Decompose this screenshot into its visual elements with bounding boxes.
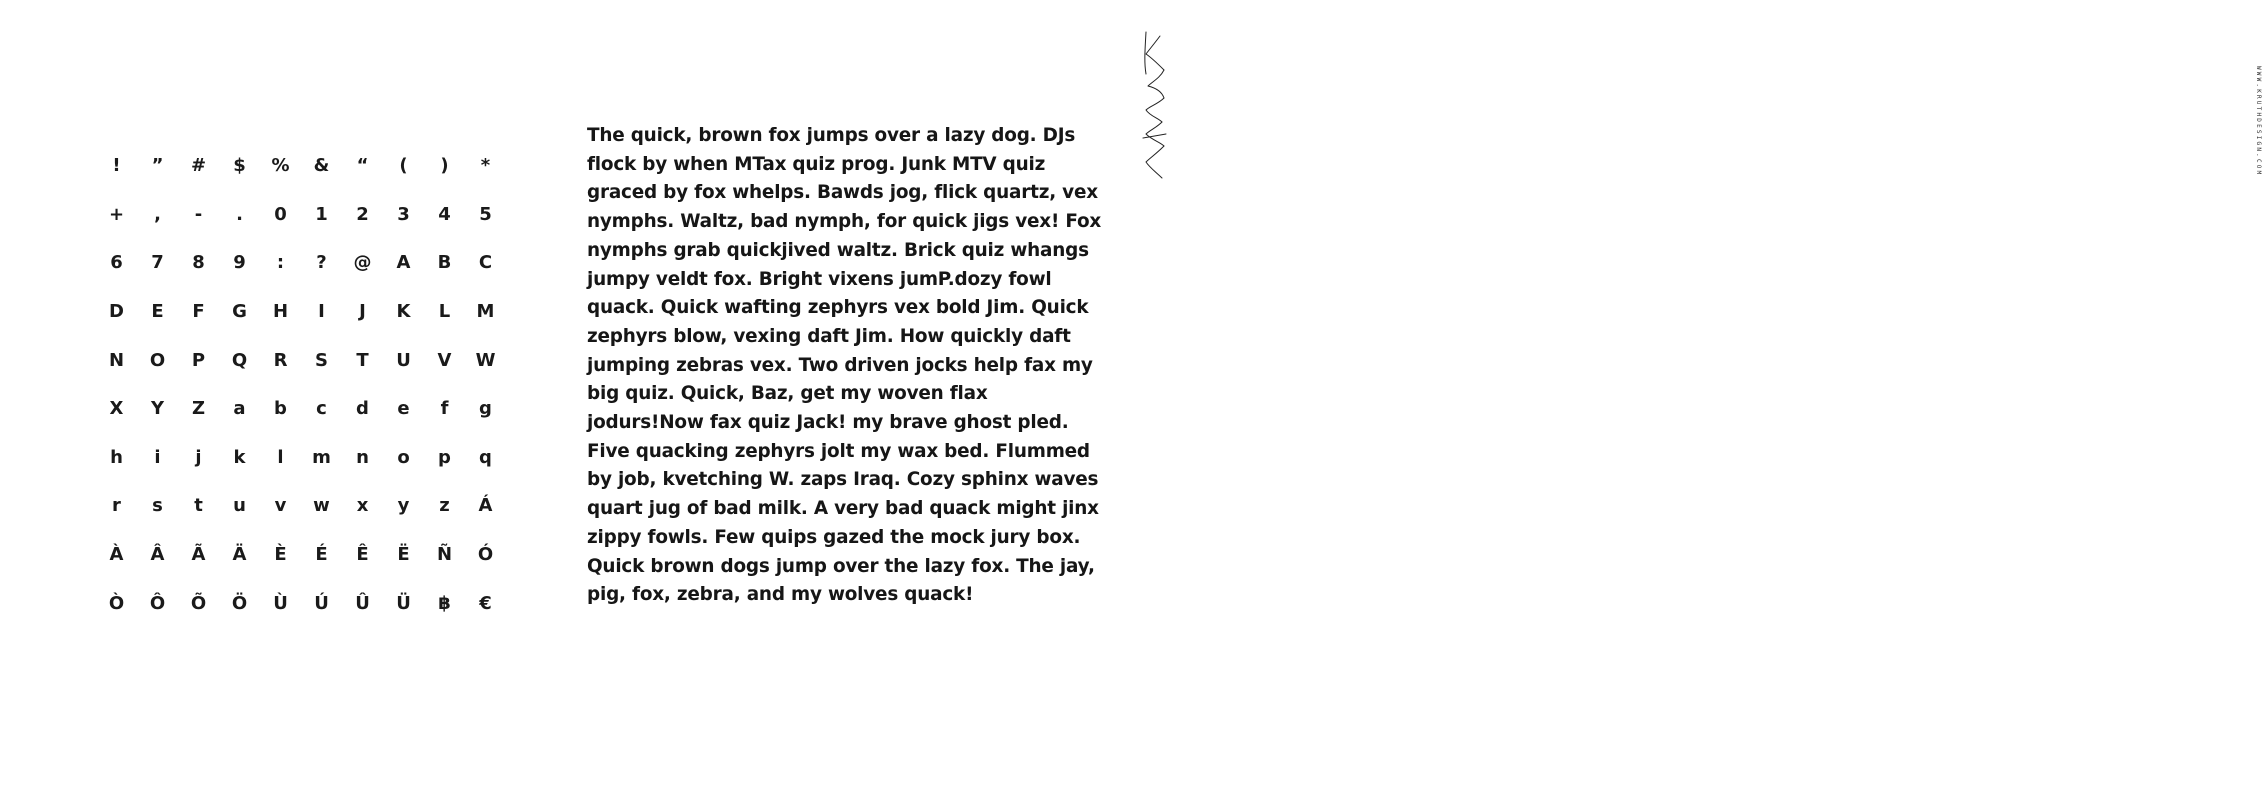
glyph-cell: Ô bbox=[149, 592, 166, 614]
glyph-cell: “ bbox=[356, 155, 369, 177]
glyph-cell: d bbox=[356, 398, 369, 420]
glyph-cell: L bbox=[438, 301, 451, 323]
glyph-cell: c bbox=[316, 398, 327, 420]
glyph-cell: Ä bbox=[232, 544, 247, 566]
glyph-cell: u bbox=[233, 495, 246, 517]
glyph-cell: Ö bbox=[231, 592, 248, 614]
glyph-cell: J bbox=[359, 301, 366, 323]
glyph-cell: Â bbox=[150, 544, 165, 566]
glyph-cell: 2 bbox=[356, 203, 369, 225]
glyph-cell: . bbox=[236, 203, 243, 225]
glyph-cell: p bbox=[438, 446, 451, 468]
glyph-cell: P bbox=[191, 349, 206, 371]
glyph-cell: o bbox=[397, 446, 410, 468]
pangram-text: The quick, brown fox jumps over a lazy dog. DJs flock by when MTax quiz prog. Junk MTV quiz graced by fox whelps. Bawds jog, flick quartz, vex nymphs. Waltz, bad nymph, for quick jigs vex! Fox nymphs grab quickjived waltz. Brick quiz whangs jumpy veldt fox. Bright vixens jumP.dozy fowl quack. Quick wafting zephyrs vex bold Jim. Quick zephyrs blow, vexing daft Jim. How quickly daft jumping zebras vex. Two driven jocks help fax my big quiz. Quick, Baz, get my woven flax jodurs!Now fax quiz Jack! my brave ghost pled. Five quacking zephyrs jolt my wax bed. Flummed by job, kvetching W. zaps Iraq. Cozy sphinx waves quart jug of bad milk. A very bad quack might jinx zippy fowls. Few quips gazed the mock jury box. Quick brown dogs jump over the lazy fox. The jay, pig, fox, zebra, and my wolves quack! bbox=[587, 125, 1102, 606]
glyph-cell: ฿ bbox=[438, 592, 451, 614]
glyph-cell: g bbox=[479, 398, 492, 420]
glyph-cell: S bbox=[315, 349, 328, 371]
glyph-cell: E bbox=[151, 301, 164, 323]
glyph-cell: H bbox=[272, 301, 289, 323]
glyph-cell: V bbox=[437, 349, 452, 371]
glyph-cell: D bbox=[109, 301, 124, 323]
glyph-cell: ) bbox=[440, 155, 449, 177]
glyph-cell: 8 bbox=[192, 252, 205, 274]
glyph-cell: K bbox=[396, 301, 411, 323]
glyph-cell: + bbox=[108, 203, 125, 225]
glyph-cell: a bbox=[233, 398, 246, 420]
glyph-cell: - bbox=[194, 203, 203, 225]
glyph-cell: w bbox=[313, 495, 330, 517]
glyph-cell: 0 bbox=[274, 203, 287, 225]
glyph-cell: k bbox=[233, 446, 246, 468]
glyph-cell: m bbox=[312, 446, 331, 468]
glyph-cell: A bbox=[396, 252, 411, 274]
glyph-cell: h bbox=[110, 446, 123, 468]
glyph-cell: * bbox=[480, 155, 491, 177]
glyph-cell: z bbox=[439, 495, 450, 517]
glyph-cell: Ù bbox=[273, 592, 288, 614]
glyph-cell: f bbox=[440, 398, 449, 420]
glyph-cell: Ë bbox=[397, 544, 410, 566]
brand-signature-logo bbox=[1140, 30, 1168, 180]
glyph-cell: 5 bbox=[479, 203, 492, 225]
glyph-cell: Õ bbox=[190, 592, 207, 614]
glyph-cell: v bbox=[274, 495, 287, 517]
glyph-cell: O bbox=[149, 349, 166, 371]
glyph-cell: ( bbox=[399, 155, 408, 177]
glyph-cell: Z bbox=[191, 398, 206, 420]
glyph-cell: R bbox=[273, 349, 288, 371]
glyph-cell: ? bbox=[316, 252, 327, 274]
glyph-cell: y bbox=[397, 495, 410, 517]
glyph-cell: É bbox=[315, 544, 328, 566]
glyph-cell: r bbox=[112, 495, 121, 517]
glyph-cell: Ê bbox=[356, 544, 369, 566]
glyph-cell: $ bbox=[233, 155, 246, 177]
glyph-cell: Ò bbox=[108, 592, 125, 614]
glyph-cell: 1 bbox=[315, 203, 328, 225]
glyph-cell: T bbox=[356, 349, 369, 371]
glyph-cell: & bbox=[313, 155, 330, 177]
glyph-cell: j bbox=[195, 446, 202, 468]
glyph-cell: € bbox=[479, 592, 492, 614]
glyph-cell: % bbox=[271, 155, 290, 177]
glyph-cell: N bbox=[108, 349, 125, 371]
glyph-cell: 7 bbox=[151, 252, 164, 274]
glyph-cell: I bbox=[318, 301, 325, 323]
glyph-cell: , bbox=[154, 203, 161, 225]
glyph-cell: È bbox=[274, 544, 287, 566]
glyph-cell: b bbox=[274, 398, 287, 420]
glyph-cell: e bbox=[397, 398, 410, 420]
glyph-cell: À bbox=[109, 544, 124, 566]
glyph-cell: Á bbox=[478, 495, 493, 517]
glyph-cell: 4 bbox=[438, 203, 451, 225]
glyph-cell: B bbox=[437, 252, 452, 274]
glyph-cell: G bbox=[232, 301, 247, 323]
glyph-cell: # bbox=[190, 155, 207, 177]
glyph-cell: n bbox=[356, 446, 369, 468]
glyph-cell: ” bbox=[151, 155, 164, 177]
glyph-cell: U bbox=[396, 349, 411, 371]
glyph-cell: M bbox=[476, 301, 495, 323]
glyph-cell: Ã bbox=[191, 544, 206, 566]
glyph-cell: W bbox=[475, 349, 496, 371]
glyph-cell: Û bbox=[355, 592, 370, 614]
glyph-cell: 6 bbox=[110, 252, 123, 274]
glyph-cell: i bbox=[154, 446, 161, 468]
glyph-cell: s bbox=[152, 495, 163, 517]
glyph-cell: Ñ bbox=[436, 544, 453, 566]
glyph-cell: Ú bbox=[314, 592, 329, 614]
glyph-cell: ! bbox=[112, 155, 121, 177]
brand-url: WWW.KRUTHDESIGN.COM bbox=[2255, 66, 2262, 177]
glyph-cell: t bbox=[194, 495, 203, 517]
glyph-cell: x bbox=[356, 495, 369, 517]
glyph-cell: F bbox=[192, 301, 205, 323]
glyph-cell: q bbox=[479, 446, 492, 468]
glyph-cell: X bbox=[109, 398, 124, 420]
glyph-cell: Y bbox=[150, 398, 165, 420]
glyph-cell: l bbox=[277, 446, 284, 468]
glyph-cell: Ü bbox=[396, 592, 411, 614]
glyph-cell: @ bbox=[353, 252, 372, 274]
glyph-cell: Ó bbox=[477, 544, 494, 566]
glyph-cell: C bbox=[478, 252, 493, 274]
glyph-cell: Q bbox=[231, 349, 248, 371]
glyph-cell: 3 bbox=[397, 203, 410, 225]
glyph-grid bbox=[96, 142, 506, 628]
glyph-cell: : bbox=[276, 252, 285, 274]
glyph-cell: 9 bbox=[233, 252, 246, 274]
